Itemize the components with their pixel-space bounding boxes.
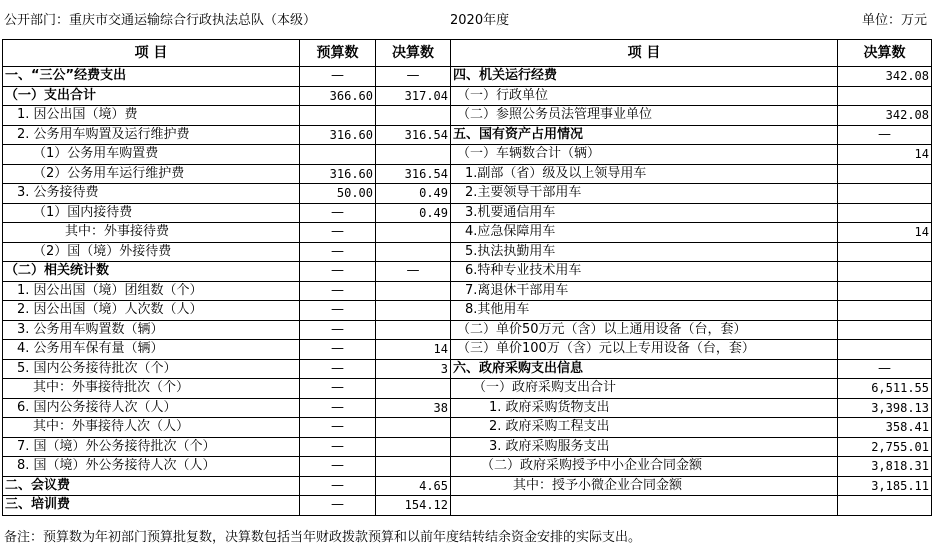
row-final2: 14 [838,145,932,165]
row-budget: — [300,379,376,399]
row-item2: （三）单价100万（含）元以上专用设备（台，套） [451,340,838,360]
row-final [376,223,451,243]
row-item: 其中：外事接待费 [3,223,300,243]
table-row [3,457,932,477]
table-row [3,223,932,243]
row-budget: — [300,398,376,418]
row-final2 [838,164,932,184]
report-header [0,0,933,36]
row-item: 其中：外事接待批次（个） [3,379,300,399]
row-budget: — [300,203,376,223]
row-final: 4.65 [376,476,451,496]
row-final2: 358.41 [838,418,932,438]
row-budget: — [300,457,376,477]
row-budget: — [300,67,376,87]
table-row [3,340,932,360]
row-final: 317.04 [376,86,451,106]
row-final [376,437,451,457]
row-budget: — [300,223,376,243]
year-label: 2020年度 [450,13,510,28]
row-item: （二）相关统计数 [3,262,300,282]
row-final [376,281,451,301]
expenditure-table [2,39,932,516]
row-item: （1）国内接待费 [3,203,300,223]
row-budget: — [300,476,376,496]
row-item2: 3. 政府采购服务支出 [451,437,838,457]
row-final2: — [838,359,932,379]
row-final2: 342.08 [838,106,932,126]
row-budget: — [300,496,376,516]
row-item: （2）国（境）外接待费 [3,242,300,262]
table-row [3,476,932,496]
row-item2: （一）行政单位 [451,86,838,106]
table-row [3,184,932,204]
row-item: 6. 国内公务接待人次（人） [3,398,300,418]
row-item: 1. 因公出国（境）费 [3,106,300,126]
row-item: 7. 国（境）外公务接待批次（个） [3,437,300,457]
row-final [376,106,451,126]
row-item2: 五、国有资产占用情况 [451,125,838,145]
row-item: 三、培训费 [3,496,300,516]
row-final [376,457,451,477]
row-budget: 50.00 [300,184,376,204]
row-final2 [838,184,932,204]
row-item2: 1. 政府采购货物支出 [451,398,838,418]
row-final [376,242,451,262]
row-item2: （二）政府采购授予中小企业合同金额 [451,457,838,477]
table-row [3,301,932,321]
row-item: （2）公务用车运行维护费 [3,164,300,184]
row-budget: 366.60 [300,86,376,106]
row-final2 [838,281,932,301]
row-final: 316.54 [376,125,451,145]
row-item2: 六、政府采购支出信息 [451,359,838,379]
table-header-row [3,40,932,67]
row-budget: — [300,301,376,321]
row-final2: 342.08 [838,67,932,87]
row-final: 14 [376,340,451,360]
col-final: 决算数 [376,40,451,67]
row-budget: — [300,242,376,262]
department-label: 公开部门：重庆市交通运输综合行政执法总队（本级） [4,13,317,28]
row-final2 [838,262,932,282]
row-final2 [838,242,932,262]
row-item2: 6.特种专业技术用车 [451,262,838,282]
row-item: 4. 公务用车保有量（辆） [3,340,300,360]
col-item2: 项 目 [451,40,838,67]
table-row [3,125,932,145]
row-budget: — [300,340,376,360]
table-row [3,106,932,126]
row-budget: — [300,418,376,438]
row-item2: 8.其他用车 [451,301,838,321]
table-row [3,320,932,340]
row-final2 [838,301,932,321]
row-budget: — [300,281,376,301]
row-item: 3. 公务接待费 [3,184,300,204]
row-item: 二、会议费 [3,476,300,496]
row-item2: （一）政府采购支出合计 [451,379,838,399]
row-item2: 四、机关运行经费 [451,67,838,87]
row-final2 [838,496,932,516]
table-row [3,262,932,282]
row-final2 [838,340,932,360]
row-final [376,379,451,399]
row-item2: （一）车辆数合计（辆） [451,145,838,165]
row-item2: 3.机要通信用车 [451,203,838,223]
unit-label: 单位：万元 [861,13,927,28]
table-row [3,86,932,106]
row-final2: 6,511.55 [838,379,932,399]
table-row [3,398,932,418]
row-final [376,145,451,165]
row-final: 3 [376,359,451,379]
row-final2: 14 [838,223,932,243]
row-item2: （二）单价50万元（含）以上通用设备（台，套） [451,320,838,340]
row-final2 [838,203,932,223]
table-row [3,437,932,457]
row-item2: 4.应急保障用车 [451,223,838,243]
row-item2: 1.副部（省）级及以上领导用车 [451,164,838,184]
row-final2: 3,185.11 [838,476,932,496]
row-item2: 2.主要领导干部用车 [451,184,838,204]
row-budget: 316.60 [300,125,376,145]
row-final [376,301,451,321]
row-final: 38 [376,398,451,418]
row-item: 2. 因公出国（境）人次数（人） [3,301,300,321]
table-row [3,379,932,399]
row-item2: 2. 政府采购工程支出 [451,418,838,438]
row-budget: — [300,320,376,340]
table-row [3,67,932,87]
row-final2: — [838,125,932,145]
row-budget: — [300,262,376,282]
row-final: — [376,67,451,87]
row-final2: 2,755.01 [838,437,932,457]
row-budget: — [300,437,376,457]
table-row [3,164,932,184]
table-row [3,281,932,301]
table-row [3,242,932,262]
row-item: 3. 公务用车购置数（辆） [3,320,300,340]
row-budget: — [300,359,376,379]
row-item: 8. 国（境）外公务接待人次（人） [3,457,300,477]
table-row [3,359,932,379]
row-final2: 3,398.13 [838,398,932,418]
row-item2: 其中：授予小微企业合同金额 [451,476,838,496]
row-budget [300,106,376,126]
row-item: （1）公务用车购置费 [3,145,300,165]
table-row [3,145,932,165]
row-item2: （二）参照公务员法管理事业单位 [451,106,838,126]
row-final2 [838,86,932,106]
col-budget: 预算数 [300,40,376,67]
row-final: 154.12 [376,496,451,516]
row-item: 2. 公务用车购置及运行维护费 [3,125,300,145]
row-final2: 3,818.31 [838,457,932,477]
row-final: 0.49 [376,203,451,223]
row-item: （一）支出合计 [3,86,300,106]
row-item2: 5.执法执勤用车 [451,242,838,262]
table-row [3,203,932,223]
table-row [3,418,932,438]
row-final: 316.54 [376,164,451,184]
row-item2: 7.离退休干部用车 [451,281,838,301]
footnote: 备注：预算数为年初部门预算批复数，决算数包括当年财政拨款预算和以前年度结转结余资金安排的实际支出。 [4,530,642,545]
row-budget [300,145,376,165]
row-final: 0.49 [376,184,451,204]
table-row [3,496,932,516]
row-final: — [376,262,451,282]
row-item: 一、“三公”经费支出 [3,67,300,87]
row-item: 1. 因公出国（境）团组数（个） [3,281,300,301]
row-final2 [838,320,932,340]
col-item: 项 目 [3,40,300,67]
row-budget: 316.60 [300,164,376,184]
col-final2: 决算数 [838,40,932,67]
row-item: 其中：外事接待人次（人） [3,418,300,438]
row-final [376,418,451,438]
row-final [376,320,451,340]
row-item2 [451,496,838,516]
row-item: 5. 国内公务接待批次（个） [3,359,300,379]
